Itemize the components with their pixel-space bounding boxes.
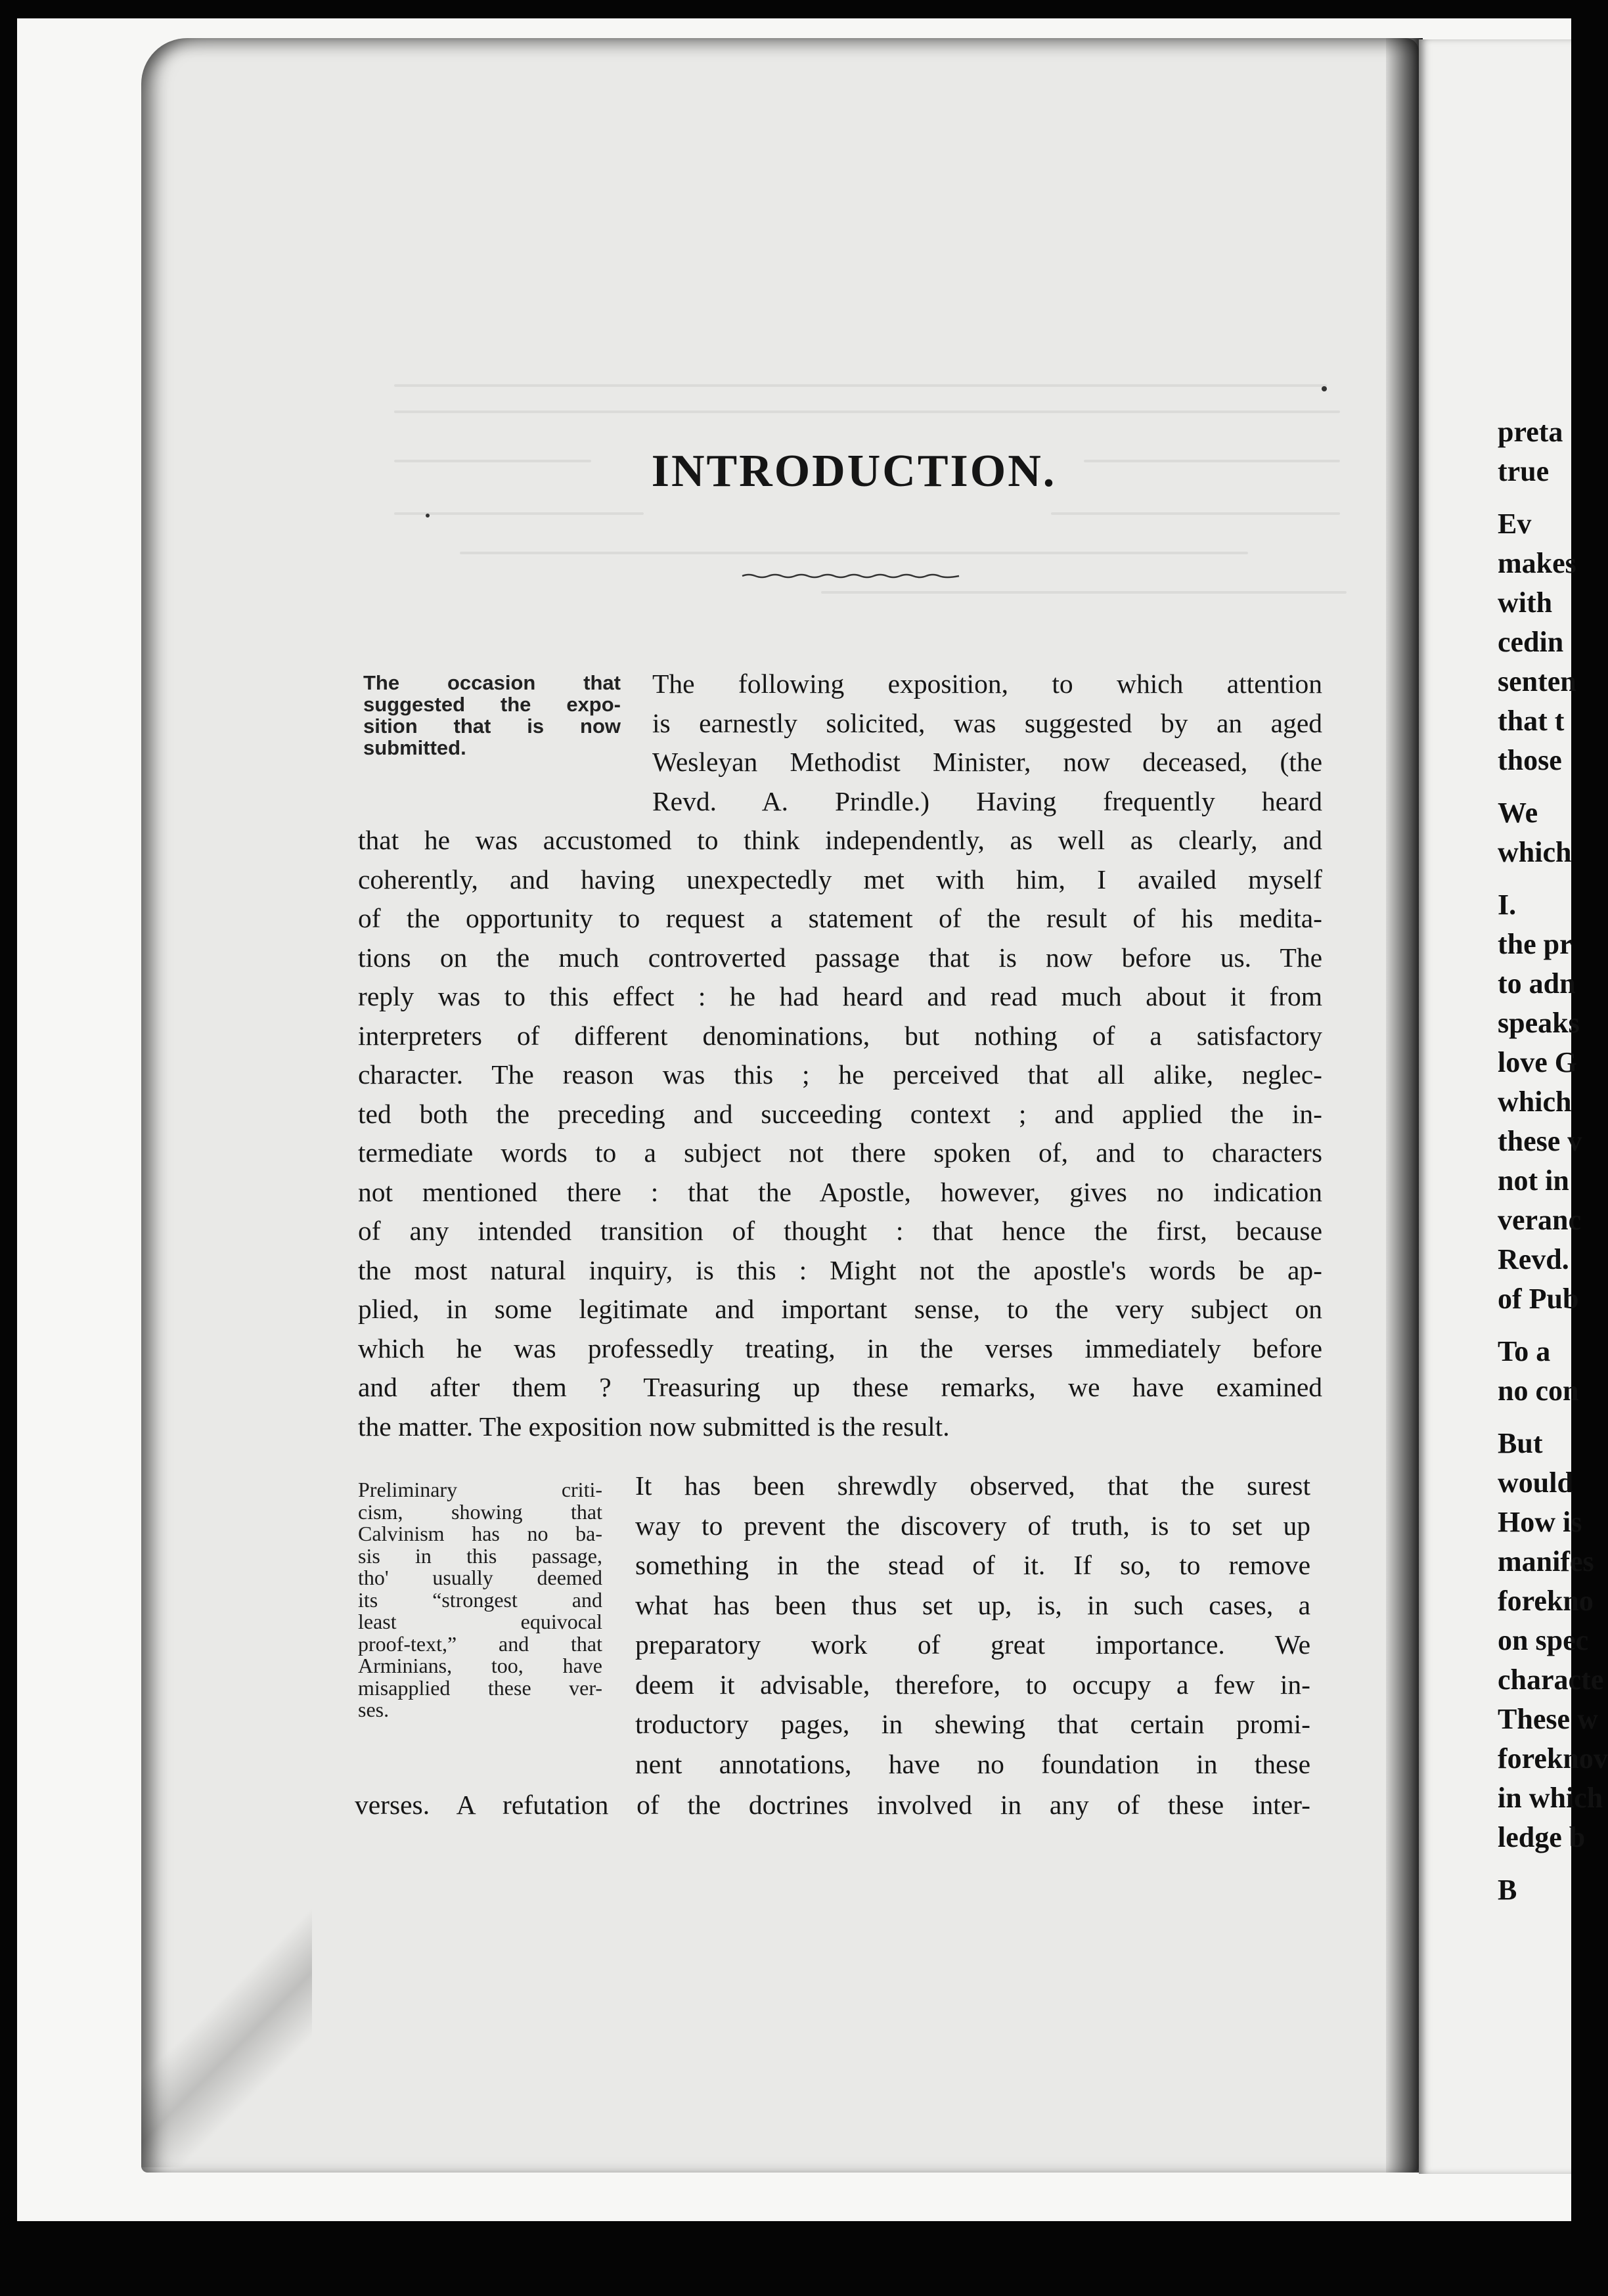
facing-page-line: To a bbox=[1498, 1335, 1551, 1367]
facing-page-line: those bbox=[1498, 744, 1562, 776]
margin-note-line: misapplied these ver- bbox=[358, 1675, 602, 1700]
facing-page-line: We bbox=[1498, 797, 1538, 829]
facing-page-line: of Pub bbox=[1498, 1283, 1579, 1315]
text-line: Wesleyan Methodist Minister, now deceased, (the bbox=[652, 747, 1322, 777]
margin-note-line: cism, showing that bbox=[358, 1499, 602, 1524]
text-line: and after them ? Treasuring up these remarks, we have examined bbox=[358, 1372, 1322, 1402]
text-line: termediate words to a subject not there spoken of, and to characters bbox=[358, 1137, 1322, 1168]
bleed-through-line bbox=[394, 384, 1327, 387]
facing-page-line: I. bbox=[1498, 889, 1517, 921]
facing-page-line: manifes bbox=[1498, 1545, 1594, 1578]
stray-mark bbox=[426, 514, 430, 518]
bleed-through-line bbox=[1051, 512, 1340, 515]
margin-note-line: Preliminary criti- bbox=[358, 1478, 602, 1501]
facing-page-line: which bbox=[1498, 1086, 1572, 1118]
text-line: not mentioned there : that the Apostle, however, gives no indication bbox=[358, 1176, 1322, 1207]
facing-page-line: on spec bbox=[1498, 1624, 1589, 1656]
facing-page-line: not in bbox=[1498, 1164, 1569, 1197]
margin-note-line: suggested the expo- bbox=[363, 693, 621, 716]
text-line: character. The reason was this ; he perceived that all alike, neglec- bbox=[358, 1059, 1322, 1090]
facing-page-line: How is bbox=[1498, 1506, 1582, 1538]
facing-page-line: characte bbox=[1498, 1664, 1604, 1696]
text-line: of the opportunity to request a statement of the result of his medita- bbox=[358, 903, 1322, 933]
text-line: plied, in some legitimate and important sense, to the very subject on bbox=[358, 1294, 1322, 1324]
text-line: ted both the preceding and succeeding context ; and applied the in- bbox=[358, 1098, 1322, 1129]
facing-page-line: preta bbox=[1498, 416, 1563, 448]
stray-mark bbox=[1322, 386, 1327, 391]
book-gutter bbox=[1386, 38, 1423, 2173]
text-line: troductory pages, in shewing that certain promi- bbox=[635, 1709, 1310, 1739]
text-line: reply was to this effect : he had heard and read much about it from bbox=[358, 981, 1322, 1011]
facing-page-line: makes bbox=[1498, 547, 1576, 579]
facing-page-line: in which bbox=[1498, 1782, 1603, 1814]
text-line: what has been thus set up, is, in such cases, a bbox=[635, 1589, 1310, 1620]
facing-page-line: Revd. bbox=[1498, 1243, 1569, 1275]
text-line: verses. A refutation of the doctrines involved in any of these inter- bbox=[355, 1790, 1310, 1820]
margin-note-line: Calvinism has no ba- bbox=[358, 1522, 602, 1545]
margin-note-occasion bbox=[363, 672, 621, 759]
facing-page-line: speaks bbox=[1498, 1007, 1580, 1039]
margin-note-preliminary-criticism bbox=[358, 1479, 602, 1721]
margin-note-line: least equivocal bbox=[358, 1610, 602, 1633]
page-title: INTRODUCTION. bbox=[651, 446, 1057, 497]
text-line: is earnestly solicited, was suggested by an aged bbox=[652, 707, 1322, 738]
facing-page-line: B bbox=[1498, 1874, 1517, 1906]
margin-note-line: Arminians, too, have bbox=[358, 1654, 602, 1677]
text-line: coherently, and having unexpectedly met with him, I availed myself bbox=[358, 864, 1322, 894]
facing-page-line: foreknov bbox=[1498, 1742, 1608, 1775]
margin-note-line: ses. bbox=[358, 1698, 390, 1721]
text-line: something in the stead of it. If so, to remove bbox=[635, 1550, 1310, 1580]
bleed-through-line bbox=[821, 591, 1347, 594]
margin-note-line: its “strongest and bbox=[358, 1587, 602, 1612]
text-line: tions on the much controverted passage that is now before us. The bbox=[358, 942, 1322, 973]
page-corner-shadow bbox=[141, 1905, 312, 2167]
facing-page-line: forekno bbox=[1498, 1585, 1594, 1617]
text-line: of any intended transition of thought : that hence the first, because bbox=[358, 1216, 1322, 1246]
margin-note-line: The occasion that bbox=[363, 671, 621, 694]
bleed-through-line bbox=[394, 410, 1340, 413]
facing-page-line: cedin bbox=[1498, 626, 1564, 658]
paragraph-2-body bbox=[355, 1786, 1310, 1825]
text-line: the matter. The exposition now submitted is the result. bbox=[358, 1411, 950, 1442]
facing-page-line: the pr bbox=[1498, 928, 1573, 960]
text-line: The following exposition, to which attention bbox=[652, 669, 1322, 699]
facing-page-line: which bbox=[1498, 836, 1572, 868]
facing-page-line: would bbox=[1498, 1467, 1573, 1499]
text-line: deem it advisable, therefore, to occupy a few in- bbox=[635, 1669, 1310, 1700]
facing-page-line: no con bbox=[1498, 1375, 1579, 1407]
margin-note-line: proof-text,” and that bbox=[358, 1631, 602, 1656]
facing-page-line: these v bbox=[1498, 1125, 1582, 1157]
text-line: nent annotations, have no foundation in these bbox=[635, 1748, 1310, 1779]
facing-page-line: with bbox=[1498, 586, 1553, 619]
facing-page-text bbox=[1498, 412, 1608, 1910]
text-line: way to prevent the discovery of truth, is to set up bbox=[635, 1510, 1310, 1541]
bleed-through-line bbox=[394, 460, 591, 462]
text-line: which he was professedly treating, in the verses immediately before bbox=[358, 1333, 1322, 1363]
text-line: that he was accustomed to think independently, as well as clearly, and bbox=[358, 825, 1322, 855]
facing-page-line: ledge b bbox=[1498, 1821, 1586, 1853]
text-line: interpreters of different denominations, but nothing of a satisfactory bbox=[358, 1020, 1322, 1051]
facing-page-line: love G bbox=[1498, 1046, 1577, 1078]
text-line: Revd. A. Prindle.) Having frequently heard bbox=[652, 785, 1322, 816]
margin-note-line: sition that is now bbox=[363, 715, 621, 738]
facing-page-line: veranc bbox=[1498, 1204, 1582, 1236]
facing-page-line: Ev bbox=[1498, 508, 1532, 540]
facing-page-line: senten bbox=[1498, 665, 1576, 697]
text-line: It has been shrewdly observed, that the surest bbox=[635, 1470, 1310, 1501]
facing-page-line: These w bbox=[1498, 1703, 1598, 1735]
bleed-through-line bbox=[394, 512, 644, 515]
title-ornament-rule bbox=[742, 573, 959, 579]
paragraph-1-body bbox=[358, 821, 1322, 1446]
facing-page-line: But bbox=[1498, 1427, 1543, 1459]
paragraph-1-opening bbox=[652, 665, 1322, 821]
margin-note-line: submitted. bbox=[363, 736, 466, 759]
facing-page-line: to adn bbox=[1498, 967, 1576, 1000]
facing-page-line: true bbox=[1498, 455, 1550, 487]
paragraph-2-opening bbox=[635, 1466, 1310, 1784]
bleed-through-line bbox=[460, 552, 1248, 554]
margin-note-line: tho' usually deemed bbox=[358, 1566, 602, 1589]
margin-note-line: sis in this passage, bbox=[358, 1543, 602, 1568]
facing-page-line: that t bbox=[1498, 705, 1565, 737]
bleed-through-line bbox=[1084, 460, 1340, 462]
text-line: the most natural inquiry, is this : Might not the apostle's words be ap- bbox=[358, 1254, 1322, 1285]
text-line: preparatory work of great importance. We bbox=[635, 1629, 1310, 1660]
